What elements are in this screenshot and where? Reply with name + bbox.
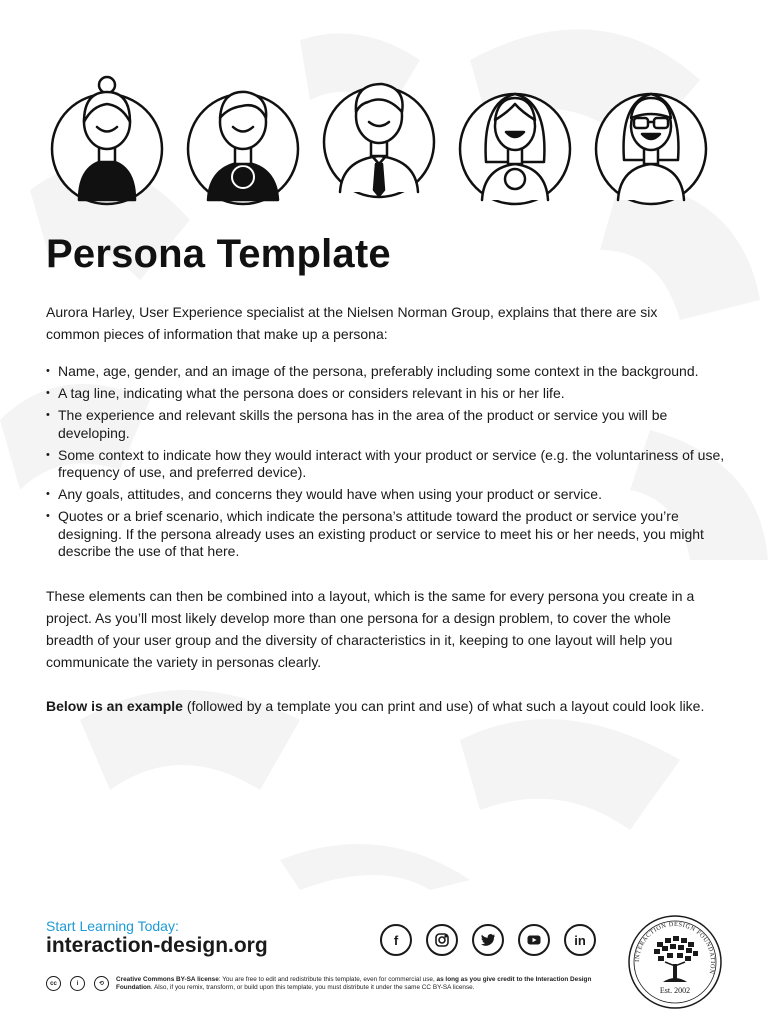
seal-est-text: Est. 2002 — [659, 986, 691, 995]
page-title: Persona Template — [46, 232, 391, 276]
share-alike-icon — [94, 976, 109, 991]
facebook-icon[interactable] — [380, 924, 412, 956]
creative-commons-icon — [46, 976, 61, 991]
layout-paragraph: These elements can then be combined into a layout, which is the same for every persona you create in a project. As you’ll most likely develop more than one persona for a design problem, to cover the whole breadth of your user group and the diversity of characteristics in it, keeping to one layout will help you communicate the variety in personas clearly. — [46, 588, 695, 670]
example-paragraph — [46, 695, 746, 717]
start-learning-label: Start Learning Today: — [46, 918, 179, 934]
license-title: Creative Commons BY-SA license — [116, 976, 219, 983]
persona-elements-list — [46, 363, 736, 565]
share-alike-glyph: ⟲ — [98, 981, 105, 987]
woman-long-hair-avatar-icon — [452, 72, 578, 207]
idf-seal-logo — [627, 914, 723, 1010]
list-item: • Any goals, attitudes, and concerns they would have when using your product or service. — [46, 486, 736, 504]
footer — [0, 892, 768, 1024]
man-tshirt-avatar-icon — [180, 72, 306, 207]
linkedin-icon[interactable] — [564, 924, 596, 956]
license-body-2: . Also, if you remix, transform, or build upon this template, you must distribute it under the same CC BY-SA license. — [150, 984, 475, 991]
list-item: • The experience and relevant skills the persona has in the area of the product or service you will be developing. — [46, 407, 736, 442]
instagram-icon[interactable] — [426, 924, 458, 956]
list-item: • Some context to indicate how they would interact with your product or service (e.g. the voluntariness of use, frequency of use, and preferred device). — [46, 447, 736, 482]
example-bold-text: Below is an example — [46, 698, 183, 714]
attribution-icon — [70, 976, 85, 991]
license-body-1: : You are free to edit and redistribute this template, even for commercial use, — [218, 976, 437, 983]
site-link[interactable]: interaction-design.org — [46, 934, 268, 957]
example-rest-text: (followed by a template you can print and use) of what such a layout could look like. — [182, 698, 705, 714]
linkedin-glyph: in — [574, 932, 586, 948]
list-item: • A tag line, indicating what the persona does or considers relevant in his or her life. — [46, 385, 736, 403]
cc-glyph: cc — [50, 980, 57, 987]
intro-paragraph: Aurora Harley, User Experience specialist at the Nielsen Norman Group, explains that there are six common pieces of information that make up a persona: — [46, 304, 658, 342]
persona-avatars — [44, 72, 724, 207]
woman-glasses-avatar-icon — [588, 72, 714, 207]
list-item: • Name, age, gender, and an image of the persona, preferably including some context in the background. — [46, 363, 736, 381]
license-credit: as long as you give credit to the Interaction Design Foundation — [116, 976, 592, 991]
list-item: • Quotes or a brief scenario, which indicate the persona’s attitude toward the product or service you’re designing. If the persona already uses an existing product or service to meet his or her needs, you might describe the use of that here. — [46, 508, 736, 561]
license-text — [116, 976, 606, 992]
twitter-icon[interactable] — [472, 924, 504, 956]
facebook-glyph: f — [393, 932, 399, 948]
man-tie-avatar-icon — [316, 72, 442, 207]
youtube-icon[interactable] — [518, 924, 550, 956]
woman-bun-avatar-icon — [44, 72, 170, 207]
seal-ring-text: INTERACTION DESIGN FOUNDATION — [633, 920, 717, 976]
attribution-glyph: i — [76, 980, 79, 987]
